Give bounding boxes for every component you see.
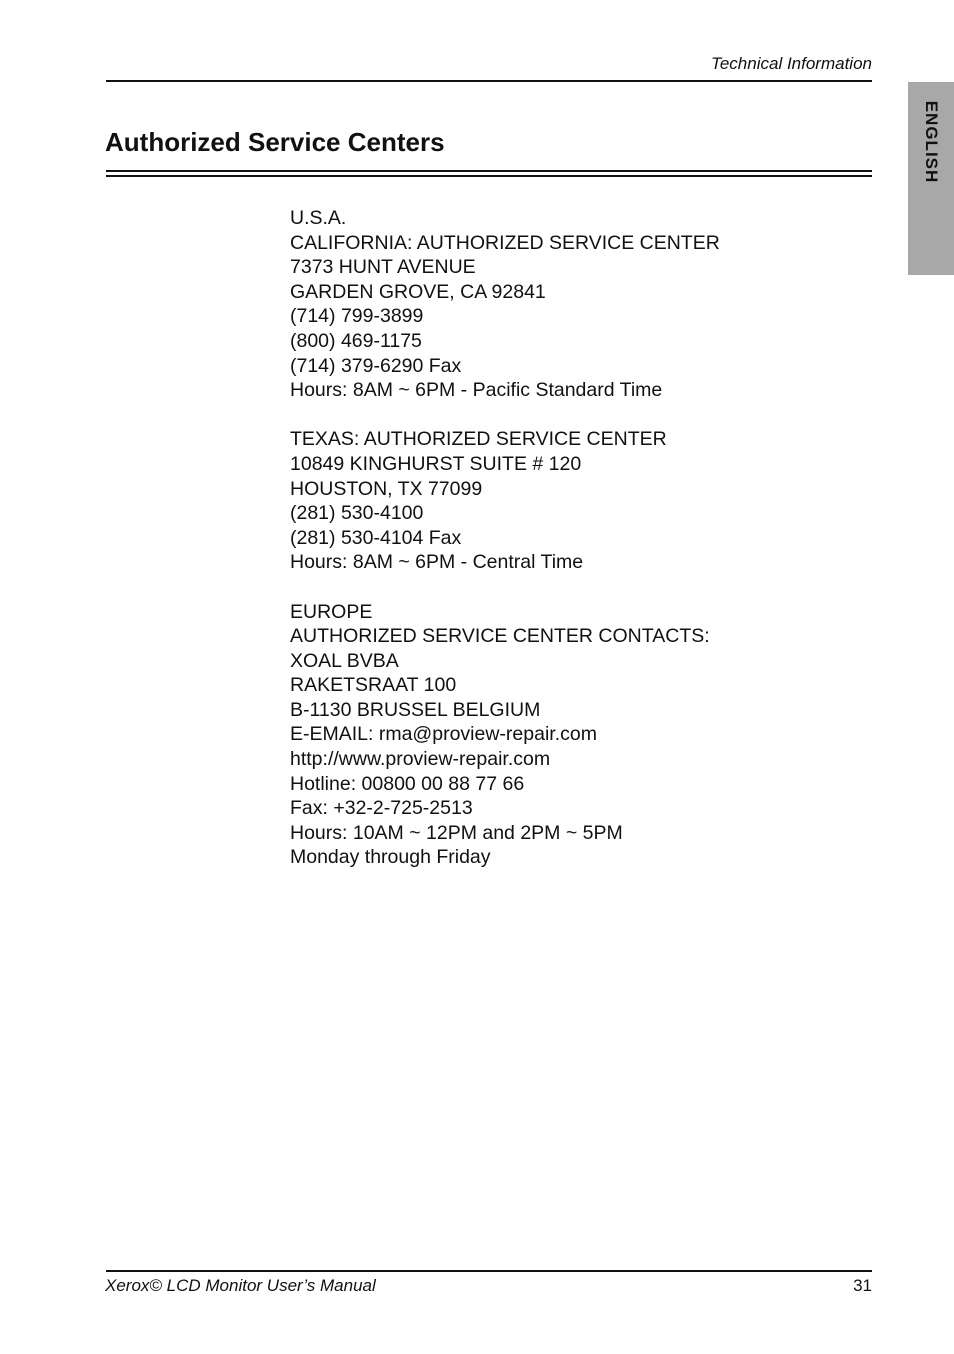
email-address: E-EMAIL: rma@proview-repair.com [290,723,597,746]
phone-number: (714) 799-3899 [290,305,424,328]
service-center-list [290,206,870,895]
footer-manual-title: Xerox© LCD Monitor User’s Manual [105,1276,376,1295]
hotline-number: Hotline: 00800 00 88 77 66 [290,772,525,795]
service-center-europe [290,600,870,871]
fax-number: (281) 530-4104 Fax [290,526,462,549]
center-name: AUTHORIZED SERVICE CENTER CONTACTS: [290,625,710,648]
business-hours: Hours: 10AM ~ 12PM and 2PM ~ 5PM [290,821,623,844]
fax-number: (714) 379-6290 Fax [290,354,462,377]
address-city: HOUSTON, TX 77099 [290,477,483,500]
page-number: 31 [853,1276,872,1295]
language-tab [908,82,954,275]
phone-number: (281) 530-4100 [290,502,424,525]
language-tab-label: ENGLISH [922,100,941,184]
service-center-usa-california [290,206,870,403]
phone-number: (800) 469-1175 [290,329,422,352]
address-city: B-1130 BRUSSEL BELGIUM [290,698,541,721]
address-street: 10849 KINGHURST SUITE # 120 [290,452,582,475]
footer-rule [106,1270,872,1272]
center-name: CALIFORNIA: AUTHORIZED SERVICE CENTER [290,231,720,254]
address-city: GARDEN GROVE, CA 92841 [290,280,546,303]
company-name: XOAL BVBA [290,649,399,672]
page-title: Authorized Service Centers [105,127,445,157]
running-header: Technical Information [711,54,872,73]
service-center-usa-texas [290,427,870,575]
title-double-rule [106,170,872,177]
header-rule [106,80,872,82]
region-label: U.S.A. [290,207,347,229]
business-days: Monday through Friday [290,846,491,869]
business-hours: Hours: 8AM ~ 6PM - Central Time [290,551,584,574]
address-street: RAKETSRAAT 100 [290,674,457,697]
region-label: EUROPE [290,600,373,623]
center-name: TEXAS: AUTHORIZED SERVICE CENTER [290,428,667,451]
website-url: http://www.proview-repair.com [290,748,551,771]
business-hours: Hours: 8AM ~ 6PM - Pacific Standard Time [290,379,663,402]
address-street: 7373 HUNT AVENUE [290,256,476,279]
fax-number: Fax: +32-2-725-2513 [290,797,473,820]
